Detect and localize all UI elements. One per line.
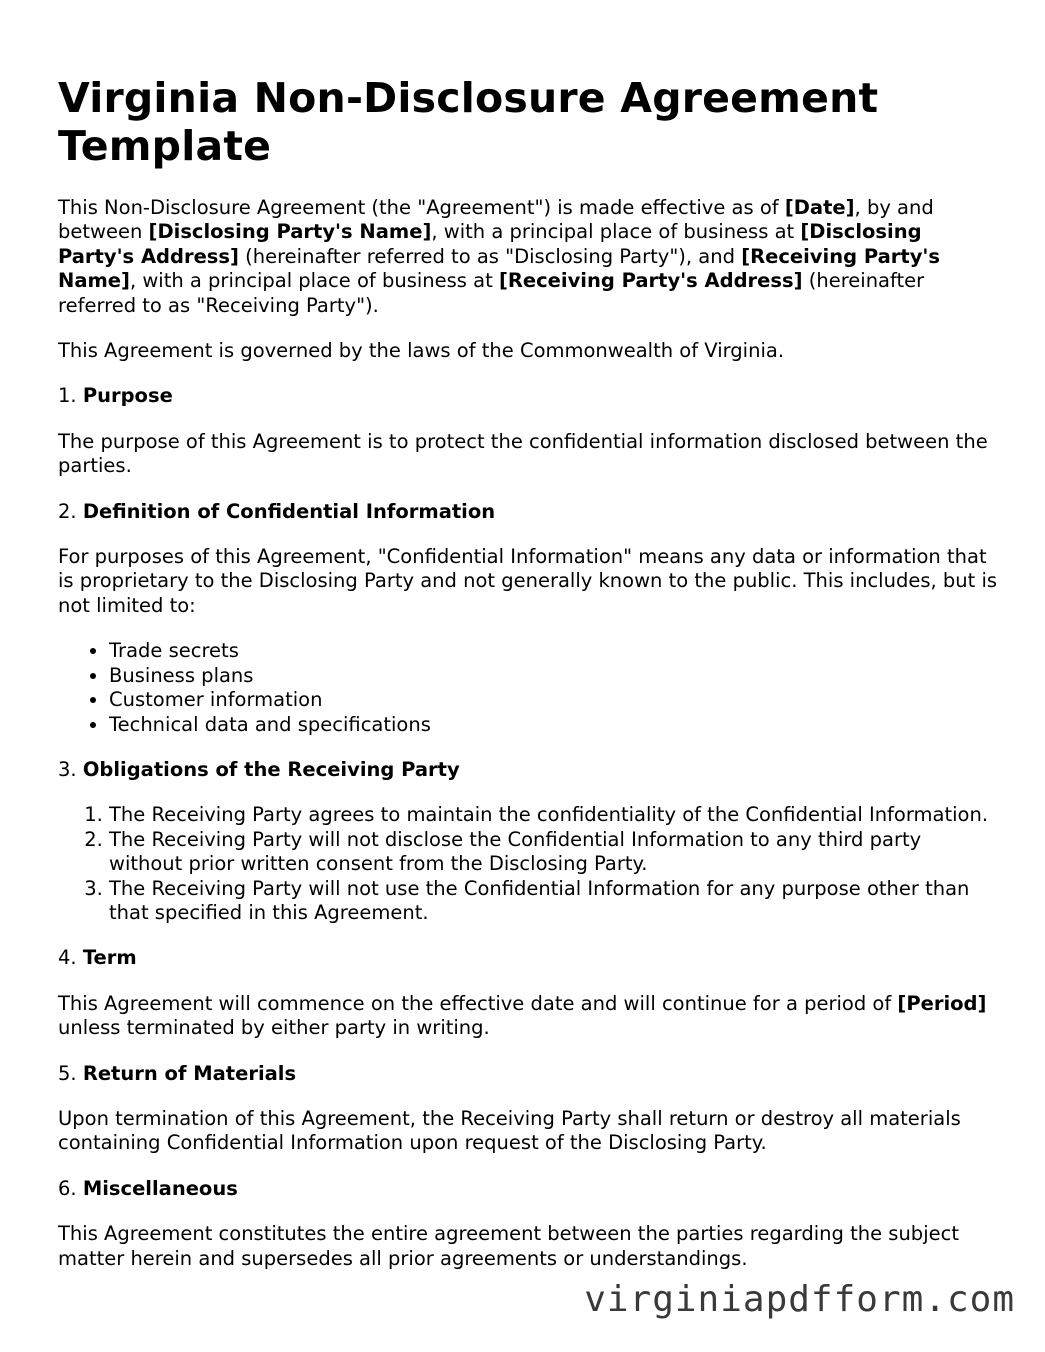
- section-heading-miscellaneous: [58, 1177, 998, 1201]
- definition-paragraph: For purposes of this Agreement, "Confidential Information" means any data or information that is proprietary to the Disclosing Party and not generally known to the public. This includes, but is not limited to:: [58, 545, 998, 617]
- intro-text-4: (hereinafter referred to as "Disclosing Party"), and: [238, 244, 742, 268]
- document-title: Virginia Non-Disclosure Agreement Template: [58, 74, 879, 170]
- intro-text-5: , with a principal place of business at: [129, 269, 499, 293]
- section-number: 4.: [58, 946, 83, 970]
- term-text-1: This Agreement will commence on the effective date and will continue for a period of: [58, 991, 898, 1015]
- receiving-party-address-placeholder: [Receiving Party's Address]: [498, 269, 803, 293]
- confidential-info-list: [58, 639, 998, 737]
- section-title: Miscellaneous: [82, 1176, 238, 1200]
- section-number: 6.: [58, 1176, 83, 1200]
- section-heading-definition: [58, 500, 998, 524]
- section-heading-return-of-materials: [58, 1062, 998, 1086]
- section-title: Obligations of the Receiving Party: [82, 757, 460, 781]
- intro-text-6: (hereinafter referred to as "Receiving Party").: [58, 269, 925, 317]
- section-number: 2.: [58, 499, 83, 523]
- list-item: 3. The Receiving Party will not use the Confidential Information for any purpose other than that specified in this Agreement.: [109, 877, 998, 926]
- miscellaneous-paragraph: This Agreement constitutes the entire agreement between the parties regarding the subject matter herein and supersedes all prior agreements or understandings.: [58, 1222, 959, 1270]
- section-title: Term: [82, 946, 137, 970]
- list-item: • Technical data and specifications: [109, 713, 998, 737]
- intro-text-2: , by and between: [58, 196, 934, 244]
- section-title: Definition of Confidential Information: [82, 499, 496, 523]
- purpose-paragraph: The purpose of this Agreement is to protect the confidential information disclosed between the parties.: [58, 429, 988, 478]
- section-heading-purpose: [58, 384, 998, 408]
- intro-paragraph: [58, 196, 998, 318]
- list-item: 1. The Receiving Party agrees to maintain the confidentiality of the Confidential Information.: [109, 803, 998, 827]
- disclosing-party-address-placeholder: [Disclosing Party's Address]: [58, 220, 922, 268]
- section-number: 5.: [58, 1061, 83, 1085]
- watermark: virginiapdfform.com: [584, 1279, 1015, 1320]
- section-number: 1.: [58, 384, 83, 408]
- list-item: 2. The Receiving Party will not disclose the Confidential Information to any third party without prior written consent from the Disclosing Party.: [109, 828, 998, 877]
- disclosing-party-name-placeholder: [Disclosing Party's Name]: [148, 220, 432, 244]
- section-heading-obligations: [58, 758, 998, 782]
- intro-text-3: , with a principal place of business at: [431, 220, 801, 244]
- list-item: • Business plans: [109, 664, 998, 688]
- section-number: 3.: [58, 757, 83, 781]
- receiving-party-name-placeholder: [Receiving Party's Name]: [58, 244, 940, 293]
- obligations-list: [58, 803, 998, 925]
- list-item: • Trade secrets: [109, 639, 998, 663]
- date-placeholder: [Date]: [784, 196, 855, 219]
- document-page: [58, 74, 998, 1292]
- section-title: Return of Materials: [82, 1061, 297, 1085]
- section-title: Purpose: [82, 384, 173, 408]
- intro-text-1: This Non-Disclosure Agreement (the "Agreement") is made effective as of: [58, 196, 785, 219]
- term-text-2: unless terminated by either party in writing.: [58, 1016, 490, 1040]
- term-paragraph: [58, 992, 998, 1041]
- return-paragraph: Upon termination of this Agreement, the Receiving Party shall return or destroy all materials containing Confidential Information upon request of the Disclosing Party.: [58, 1106, 961, 1155]
- section-heading-term: [58, 946, 998, 970]
- period-placeholder: [Period]: [897, 991, 987, 1015]
- governing-law-paragraph: This Agreement is governed by the laws of the Commonwealth of Virginia.: [58, 339, 785, 363]
- list-item: • Customer information: [109, 688, 998, 712]
